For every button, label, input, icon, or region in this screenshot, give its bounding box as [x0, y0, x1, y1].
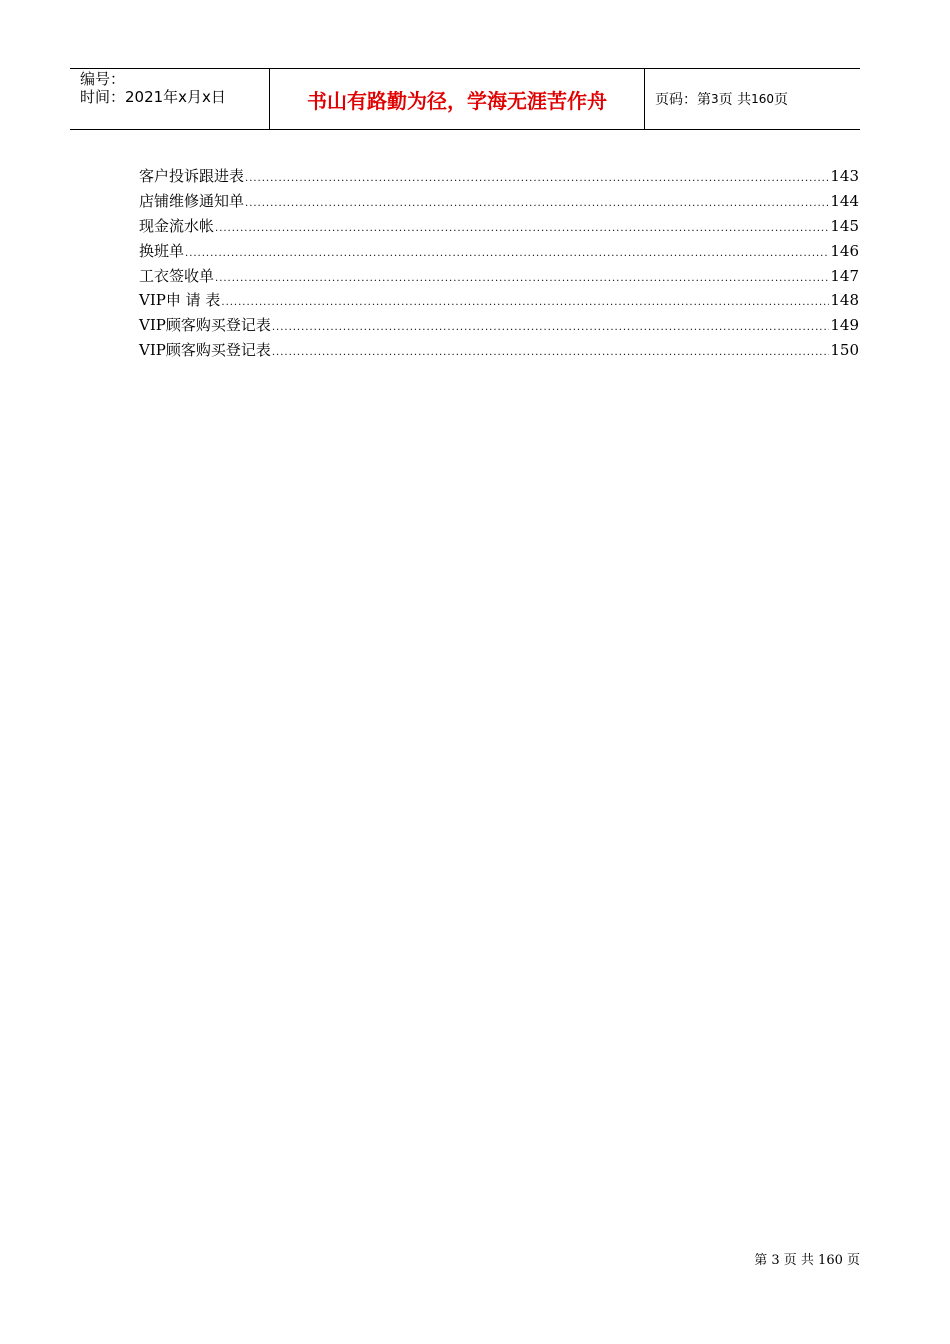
page-footer: 第 3 页 共 160 页 — [754, 1253, 860, 1268]
toc-entry[interactable] — [139, 313, 859, 338]
document-number-label: 编号： — [80, 70, 126, 88]
toc-entry[interactable] — [139, 264, 859, 289]
toc-entry[interactable] — [139, 164, 859, 189]
toc-entry-page: 149 — [830, 316, 859, 335]
toc-entry-title: 店铺维修通知单 — [139, 191, 245, 210]
toc-leader-dots — [272, 341, 830, 366]
toc-entry[interactable] — [139, 189, 859, 214]
toc-leader-dots — [185, 242, 829, 267]
toc-entry-title: VIP顾客购买登记表 — [139, 316, 271, 335]
page-total: 160 — [751, 92, 774, 106]
toc-leader-dots — [221, 291, 829, 316]
table-of-contents — [139, 164, 859, 363]
toc-entry-page: 148 — [830, 291, 859, 310]
toc-entry-title: VIP顾客购买登记表 — [139, 341, 271, 360]
page-header — [70, 68, 860, 130]
page-prefix: 页码：第 — [655, 92, 711, 108]
toc-entry-page: 144 — [830, 191, 859, 210]
toc-leader-dots — [215, 217, 829, 242]
page-mid: 页 共 — [718, 92, 752, 108]
toc-entry-title: 工衣签收单 — [139, 266, 215, 285]
toc-entry-page: 147 — [830, 266, 859, 285]
toc-entry-page: 143 — [830, 167, 859, 185]
header-page-info — [645, 69, 860, 129]
toc-entry[interactable] — [139, 338, 859, 363]
toc-entry[interactable] — [139, 239, 859, 264]
toc-entry[interactable] — [139, 288, 859, 313]
toc-entry-title: VIP申 请 表 — [139, 291, 221, 310]
toc-entry-title: 客户投诉跟进表 — [139, 167, 245, 185]
toc-entry[interactable] — [139, 214, 859, 239]
header-meta — [70, 69, 270, 129]
toc-leader-dots — [245, 167, 829, 192]
toc-leader-dots — [245, 192, 829, 217]
toc-leader-dots — [272, 316, 830, 341]
toc-entry-page: 150 — [830, 341, 859, 360]
toc-entry-page: 146 — [830, 241, 859, 260]
header-motto: 书山有路勤为径，学海无涯苦作舟 — [270, 69, 645, 129]
toc-entry-title: 换班单 — [139, 241, 185, 260]
toc-entry-title: 现金流水帐 — [139, 216, 215, 235]
page-current: 3 — [711, 92, 719, 106]
toc-entry-page: 145 — [830, 216, 859, 235]
toc-leader-dots — [215, 267, 829, 292]
page-suffix: 页 — [774, 92, 788, 108]
document-time-label: 时间：2021年x月x日 — [80, 88, 226, 106]
